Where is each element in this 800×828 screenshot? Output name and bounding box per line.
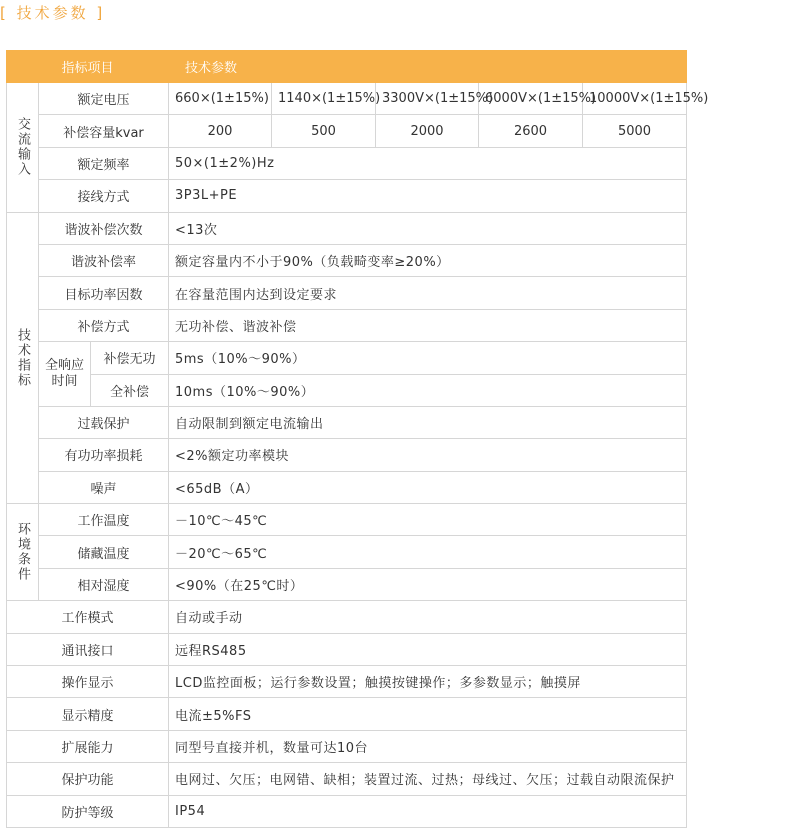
row-label: 补偿容量kvar xyxy=(39,115,169,147)
row-value: <2%额定功率模块 xyxy=(169,439,687,471)
spec-table xyxy=(6,50,709,828)
row-label: 接线方式 xyxy=(39,180,169,212)
table-row xyxy=(7,374,687,406)
row-label: 保护功能 xyxy=(7,763,169,795)
table-row xyxy=(7,698,687,730)
row-value: <13次 xyxy=(169,212,687,244)
table-row xyxy=(7,763,687,795)
row-value: 3P3L+PE xyxy=(169,180,687,212)
row-label: 谐波补偿次数 xyxy=(39,212,169,244)
category-ac-input: 交流输入 xyxy=(7,83,39,213)
table-row xyxy=(7,795,687,827)
table-header-row xyxy=(7,51,687,83)
row-label: 目标功率因数 xyxy=(39,277,169,309)
row-label: 显示精度 xyxy=(7,698,169,730)
voltage-value: 1140×(1±15%) xyxy=(272,83,376,115)
table-row xyxy=(7,309,687,341)
row-value: 自动限制到额定电流输出 xyxy=(169,406,687,438)
capacity-value: 2600 xyxy=(479,115,583,147)
table-row xyxy=(7,83,687,115)
table-row xyxy=(7,342,687,374)
row-value: 电网过、欠压；电网错、缺相；装置过流、过热；母线过、欠压；过载自动限流保护 xyxy=(169,763,687,795)
row-label: 额定频率 xyxy=(39,147,169,179)
table-row xyxy=(7,406,687,438)
response-time-label: 全响应时间 xyxy=(39,342,91,407)
capacity-value: 2000 xyxy=(376,115,479,147)
row-label: 储藏温度 xyxy=(39,536,169,568)
table-row xyxy=(7,471,687,503)
row-value: <65dB（A） xyxy=(169,471,687,503)
row-label: 噪声 xyxy=(39,471,169,503)
row-value: 10ms（10%～90%） xyxy=(169,374,687,406)
row-value: 同型号直接并机，数量可达10台 xyxy=(169,730,687,762)
row-value: 远程RS485 xyxy=(169,633,687,665)
row-value: －20℃～65℃ xyxy=(169,536,687,568)
table-row xyxy=(7,212,687,244)
table-row xyxy=(7,180,687,212)
table-row xyxy=(7,244,687,276)
section-title: [ 技术参数 ] xyxy=(0,4,106,22)
row-value: IP54 xyxy=(169,795,687,827)
row-label: 扩展能力 xyxy=(7,730,169,762)
table-row xyxy=(7,633,687,665)
row-value: 50×(1±2%)Hz xyxy=(169,147,687,179)
row-label: 全补偿 xyxy=(91,374,169,406)
table-row xyxy=(7,730,687,762)
row-label: 额定电压 xyxy=(39,83,169,115)
capacity-value: 5000 xyxy=(583,115,687,147)
category-tech: 技术指标 xyxy=(7,212,39,504)
row-value: 5ms（10%～90%） xyxy=(169,342,687,374)
table-row xyxy=(7,147,687,179)
table-row xyxy=(7,277,687,309)
header-item: 指标项目 xyxy=(7,51,169,83)
row-label: 防护等级 xyxy=(7,795,169,827)
voltage-value: 660×(1±15%) xyxy=(169,83,272,115)
row-value: <90%（在25℃时） xyxy=(169,568,687,600)
category-env: 环境条件 xyxy=(7,504,39,601)
capacity-value: 200 xyxy=(169,115,272,147)
row-label: 操作显示 xyxy=(7,666,169,698)
table-row xyxy=(7,568,687,600)
voltage-value: 3300V×(1±15%) xyxy=(376,83,479,115)
table-row xyxy=(7,601,687,633)
row-label: 过载保护 xyxy=(39,406,169,438)
voltage-value: 10000V×(1±15%) xyxy=(583,83,687,115)
row-label: 通讯接口 xyxy=(7,633,169,665)
table-row xyxy=(7,666,687,698)
row-value: 在容量范围内达到设定要求 xyxy=(169,277,687,309)
voltage-value: 6000V×(1±15%) xyxy=(479,83,583,115)
row-label: 有功功率损耗 xyxy=(39,439,169,471)
row-value: －10℃～45℃ xyxy=(169,504,687,536)
capacity-value: 500 xyxy=(272,115,376,147)
table-row xyxy=(7,504,687,536)
table-row xyxy=(7,115,687,147)
table-row xyxy=(7,536,687,568)
row-value: 额定容量内不小于90%（负载畸变率≥20%） xyxy=(169,244,687,276)
row-value: 电流±5%FS xyxy=(169,698,687,730)
row-value: LCD监控面板；运行参数设置；触摸按键操作；多参数显示；触摸屏 xyxy=(169,666,687,698)
row-label: 补偿无功 xyxy=(91,342,169,374)
row-label: 工作模式 xyxy=(7,601,169,633)
row-label: 工作温度 xyxy=(39,504,169,536)
row-value: 无功补偿、谐波补偿 xyxy=(169,309,687,341)
row-label: 谐波补偿率 xyxy=(39,244,169,276)
row-label: 补偿方式 xyxy=(39,309,169,341)
row-label: 相对湿度 xyxy=(39,568,169,600)
header-value: 技术参数 xyxy=(169,51,687,83)
table-row xyxy=(7,439,687,471)
row-value: 自动或手动 xyxy=(169,601,687,633)
